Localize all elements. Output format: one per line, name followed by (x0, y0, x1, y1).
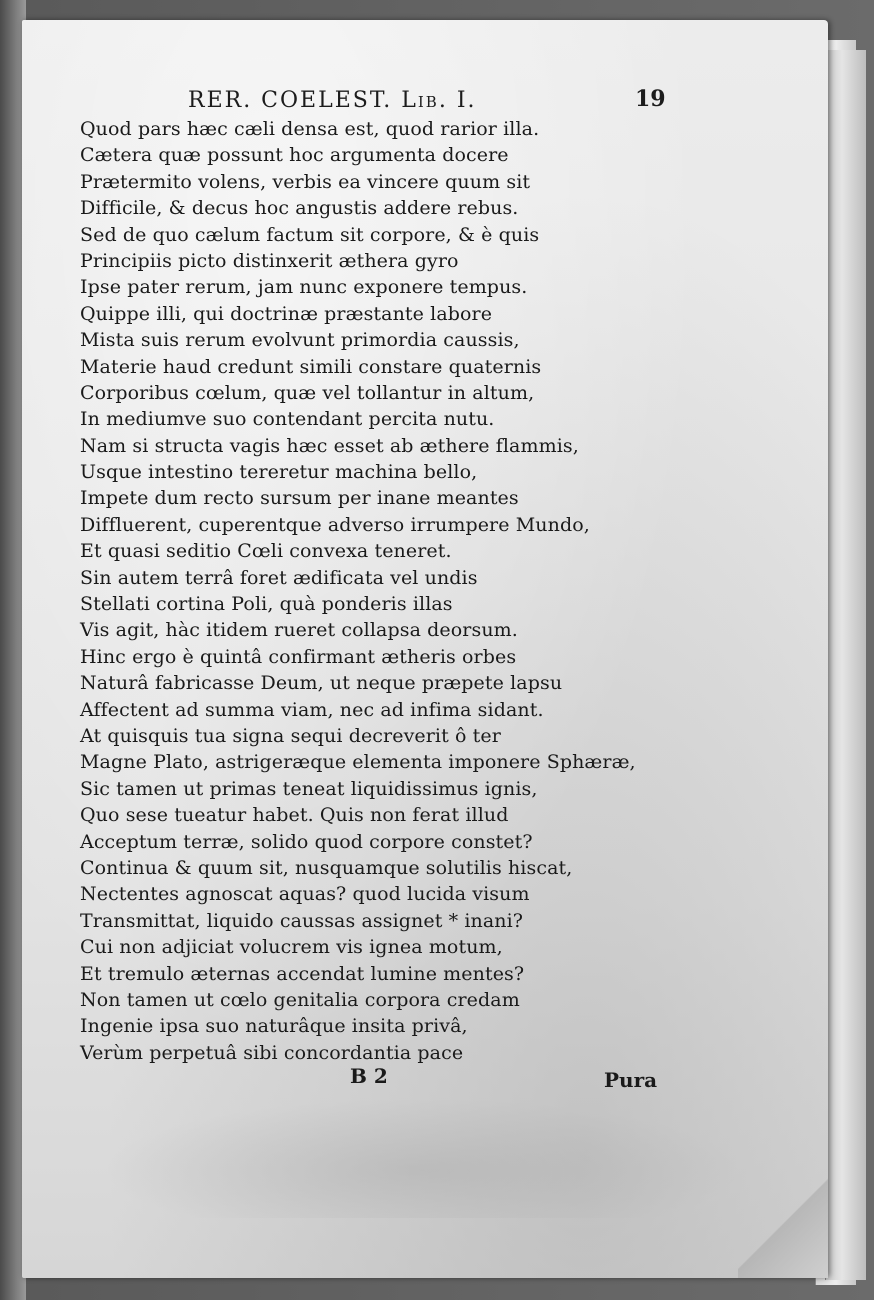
verse-line: Quippe illi, qui doctrinæ præstante labore (80, 302, 493, 325)
running-title: RER. COELEST. Lib. I. (188, 88, 477, 113)
verse-line: Difficile, & decus hoc angustis addere rebus. (80, 197, 519, 220)
verse-line: Materie haud credunt simili constare quaternis (80, 355, 542, 378)
verse-line: Nam si structa vagis hæc esset ab æthere flammis, (80, 434, 579, 457)
verse-line: Sic tamen ut primas teneat liquidissimus ignis, (80, 777, 538, 800)
signature-mark: B 2 (350, 1064, 388, 1088)
catchword: Pura (604, 1068, 658, 1092)
verse-line: Ipse pater rerum, jam nunc exponere tempus. (80, 276, 528, 299)
verse-text (80, 116, 720, 1066)
page-corner-fold (738, 1168, 828, 1278)
verse-line: Et tremulo æternas accendat lumine mentes? (80, 962, 525, 985)
verse-line: At quisquis tua signa sequi decreverit ô ter (80, 724, 501, 747)
verse-line: Impete dum recto sursum per inane meantes (80, 487, 519, 510)
verse-line: Continua & quum sit, nusquamque solutilis hiscat, (80, 856, 573, 879)
verse-line: Transmittat, liquido caussas assignet * inani? (80, 909, 524, 932)
verse-line: Cui non adjiciat volucrem vis ignea motum, (80, 936, 503, 959)
verse-line: Ingenie ipsa suo naturâque insita privâ, (80, 1015, 468, 1038)
verse-line: Stellati cortina Poli, quà ponderis illas (80, 593, 453, 616)
verse-line: Verùm perpetuâ sibi concordantia pace (80, 1041, 464, 1064)
verse-line: Usque intestino tereretur machina bello, (80, 461, 478, 484)
verse-line: Quod pars hæc cæli densa est, quod rarior illa. (80, 118, 540, 140)
verse-line: Quo sese tueatur habet. Quis non ferat illud (80, 804, 509, 827)
verse-line: Nectentes agnoscat aquas? quod lucida visum (80, 883, 530, 906)
water-stain (102, 1098, 742, 1218)
verse-line: Non tamen ut cœlo genitalia corpora credam (80, 988, 520, 1011)
verse-line: Magne Plato, astrigeræque elementa imponere Sphæræ, (80, 751, 636, 774)
verse-line: Principiis picto distinxerit æthera gyro (80, 249, 459, 272)
verse-line: Vis agit, hàc itidem rueret collapsa deorsum. (80, 619, 518, 642)
verse-line: Diffluerent, cuperentque adverso irrumpere Mundo, (80, 513, 590, 536)
verse-line: Prætermito volens, verbis ea vincere quum sit (80, 170, 531, 193)
verse-line: Sin autem terrâ foret ædificata vel undis (80, 566, 478, 589)
verse-line: Et quasi seditio Cœli convexa teneret. (80, 540, 452, 563)
underlying-page-edge (825, 50, 866, 1280)
verse-line: Naturâ fabricasse Deum, ut neque præpete lapsu (80, 672, 563, 695)
verse-line: Sed de quo cælum factum sit corpore, & è quis (80, 223, 540, 246)
book-page (22, 20, 828, 1278)
verse-line: Mista suis rerum evolvunt primordia caussis, (80, 329, 520, 352)
verse-line: Affectent ad summa viam, nec ad infima sidant. (80, 698, 544, 721)
verse-line: Corporibus cœlum, quæ vel tollantur in altum, (80, 381, 535, 404)
verse-line: Cætera quæ possunt hoc argumenta docere (80, 144, 509, 167)
verse-line: In mediumve suo contendant percita nutu. (80, 408, 495, 431)
page-number: 19 (635, 86, 666, 112)
verse-line: Acceptum terræ, solido quod corpore constet? (80, 830, 533, 853)
verse-line: Hinc ergo è quintâ confirmant ætheris orbes (80, 645, 517, 668)
